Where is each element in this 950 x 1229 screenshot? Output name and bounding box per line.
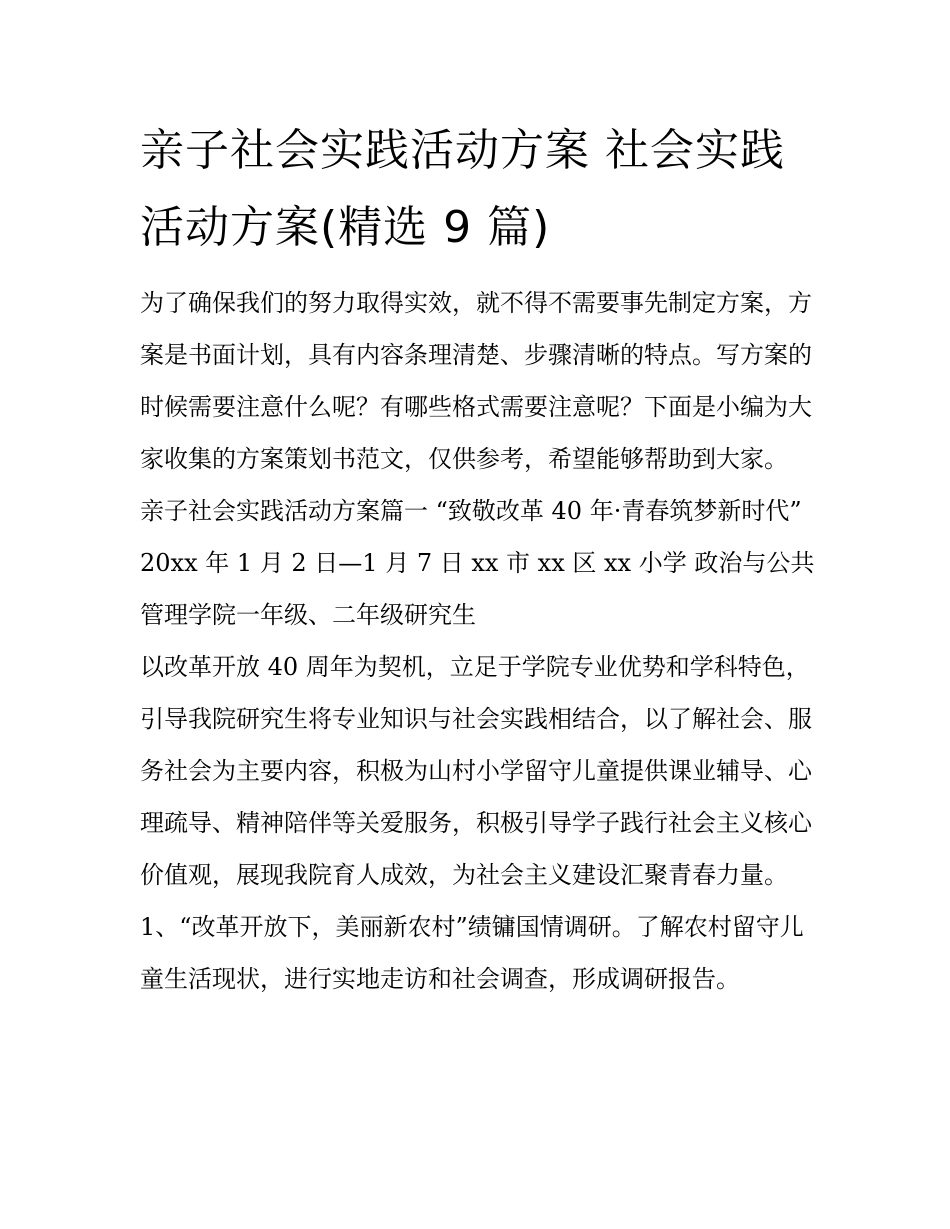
intro-paragraph: 为了确保我们的努力取得实效，就不得不需要事先制定方案，方案是书面计划，具有内容条理清楚、步骤清晰的特点。写方案的时候需要注意什么呢？有哪些格式需要注意呢？下面是小编为大家收集的方案策划书范文，仅供参考，希望能够帮助到大家。 (140, 289, 812, 473)
activity-item-1-paragraph: 1、“改革开放下，美丽新农村”绩镛国情调研。了解农村留守儿童生活现状，进行实地走访和社会调查，形成调研报告。 (140, 913, 804, 993)
purpose-paragraph: 以改革开放 40 周年为契机，立足于学院专业优势和学科特色，引导我院研究生将专业知识与社会实践相结合，以了解社会、服务社会为主要内容，积极为山村小学留守儿童提供课业辅导、心理疏导、精神陪伴等关爱服务，积极引导学子践行社会主义核心价值观，展现我院育人成效，为社会主义建设汇聚青春力量。 (140, 653, 812, 889)
activity-info-paragraph: 亲子社会实践活动方案篇一 “致敬改革 40 年·青春筑梦新时代” 20xx 年 1 月 2 日—1 月 7 日 xx 市 xx 区 xx 小学 政治与公共管理学院一年级、二年级研究生 (140, 497, 815, 629)
document-body (140, 277, 816, 1005)
document-title: 亲子社会实践活动方案 社会实践活动方案(精选 9 篇) (140, 125, 785, 253)
